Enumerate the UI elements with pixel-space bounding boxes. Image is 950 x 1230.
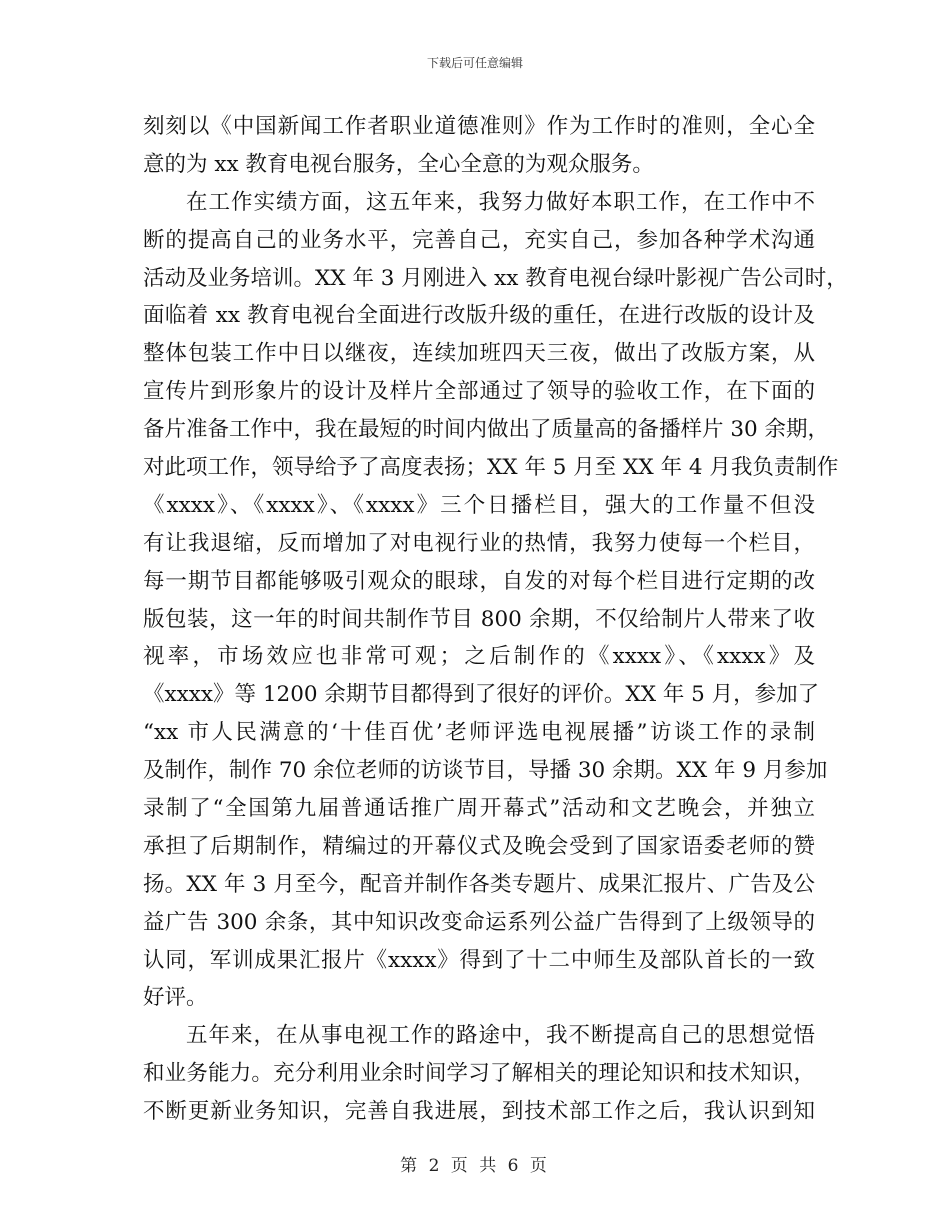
text-line: 《xxxx》、《xxxx》、《xxxx》三个日播栏目，强大的工作量不但没	[143, 492, 815, 518]
text-line: 整体包装工作中日以继夜，连续加班四天三夜，做出了改版方案，从	[143, 341, 815, 367]
text-line: 及制作，制作 70 余位老师的访谈节目，导播 30 余期。XX 年 9 月参加	[143, 758, 828, 784]
text-line: 录制了“全国第九届普通话推广周开幕式”活动和文艺晚会，并独立	[143, 796, 815, 822]
text-line: 有让我退缩，反而增加了对电视行业的热情，我努力使每一个栏目，	[143, 530, 815, 556]
text-line: 面临着 xx 教育电视台全面进行改版升级的重任，在进行改版的设计及	[143, 303, 815, 329]
text-line: “xx 市人民满意的‘十佳百优’老师评选电视展播”访谈工作的录制	[143, 720, 815, 746]
text-line: 《xxxx》等 1200 余期节目都得到了很好的评价。XX 年 5 月，参加了	[143, 682, 820, 708]
text-line: 宣传片到形象片的设计及样片全部通过了领导的验收工作，在下面的	[143, 379, 815, 405]
text-line: 好评。	[143, 985, 208, 1011]
text-line: 备片准备工作中，我在最短的时间内做出了质量高的备播样片 30 余期，	[143, 417, 830, 443]
text-line: 和业务能力。充分利用业余时间学习了解相关的理论知识和技术知识，	[143, 1061, 815, 1087]
document-body	[143, 108, 848, 1131]
page-header: 下载后可任意编辑	[426, 56, 523, 70]
text-line: 每一期节目都能够吸引观众的眼球，自发的对每个栏目进行定期的改	[143, 568, 815, 594]
text-line: 扬。XX 年 3 月至今，配音并制作各类专题片、成果汇报片、广告及公	[143, 871, 815, 897]
page-number-footer: 第 2 页 共 6 页	[400, 1156, 550, 1176]
text-line: 五年来，在从事电视工作的路途中，我不断提高自己的思想觉悟	[186, 1023, 815, 1049]
text-line: 视率，市场效应也非常可观；之后制作的《xxxx》、《xxxx》及	[143, 644, 815, 670]
text-line: 断的提高自己的业务水平，完善自己，充实自己，参加各种学术沟通	[143, 227, 815, 253]
text-line: 益广告 300 余条，其中知识改变命运系列公益广告得到了上级领导的	[143, 909, 815, 935]
text-line: 版包装，这一年的时间共制作节目 800 余期，不仅给制片人带来了收	[143, 606, 815, 632]
text-line: 刻刻以《中国新闻工作者职业道德准则》作为工作时的准则，全心全	[143, 114, 815, 139]
text-line: 在工作实绩方面，这五年来，我努力做好本职工作，在工作中不	[186, 189, 815, 215]
text-line: 意的为 xx 教育电视台服务，全心全意的为观众服务。	[143, 151, 654, 177]
text-line: 不断更新业务知识，完善自我进展，到技术部工作之后，我认识到知	[143, 1099, 815, 1125]
text-line: 承担了后期制作，精编过的开幕仪式及晚会受到了国家语委老师的赞	[143, 833, 815, 859]
text-line: 认同，军训成果汇报片《xxxx》得到了十二中师生及部队首长的一致	[143, 947, 815, 973]
text-line: 对此项工作，领导给予了高度表扬；XX 年 5 月至 XX 年 4 月我负责制作	[143, 455, 839, 481]
text-line: 活动及业务培训。XX 年 3 月刚进入 xx 教育电视台绿叶影视广告公司时，	[143, 265, 848, 291]
